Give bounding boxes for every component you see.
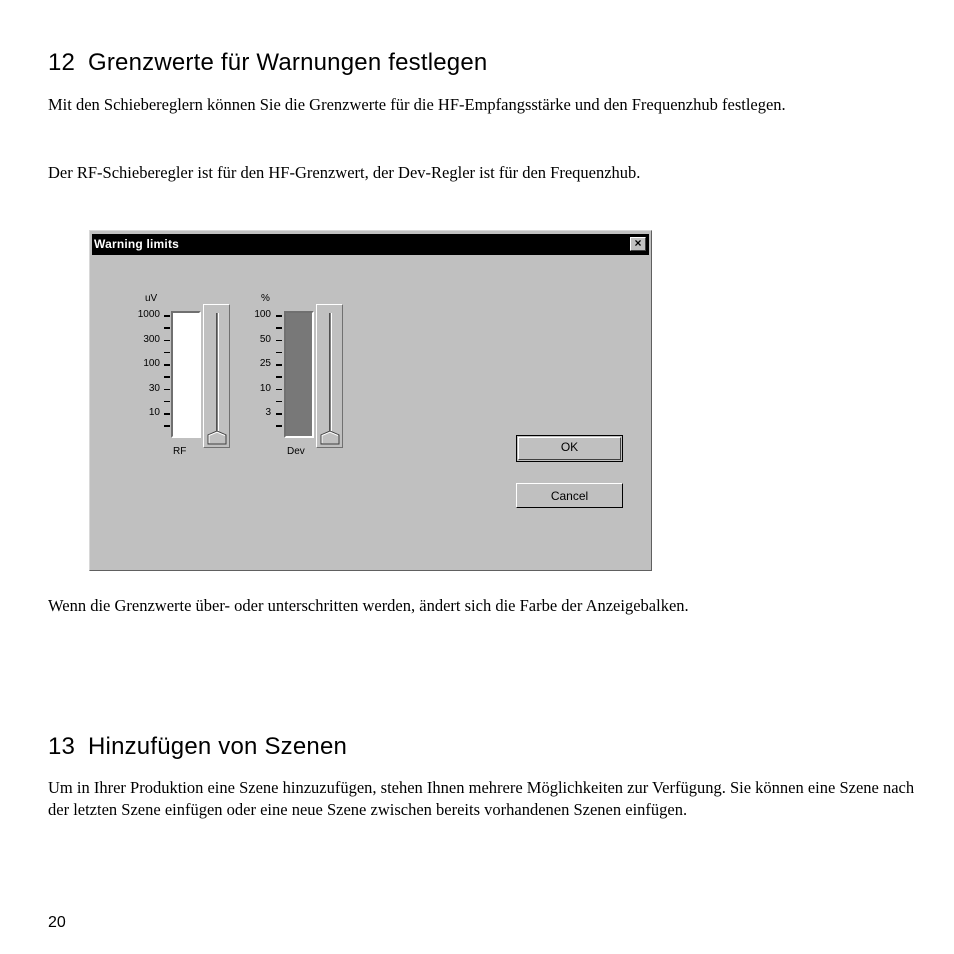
- dialog-titlebar[interactable]: [92, 234, 649, 255]
- ok-button-label: OK: [560, 440, 579, 454]
- rf-scale-label: 1000: [137, 309, 160, 320]
- section-number: 13: [48, 733, 76, 760]
- ok-button[interactable]: [516, 435, 623, 462]
- cancel-button[interactable]: [516, 483, 623, 508]
- rf-unit-label: uV: [145, 293, 158, 304]
- dev-scale-label: 100: [254, 309, 271, 320]
- dev-scale-label: 50: [259, 333, 271, 345]
- section-12-heading: [48, 49, 487, 77]
- rf-scale-minor-tick: [164, 376, 170, 378]
- dev-scale-label: 10: [259, 382, 271, 394]
- rf-scale-tick: [164, 315, 170, 317]
- dev-label: Dev: [287, 446, 305, 457]
- rf-scale-label: 100: [143, 358, 160, 369]
- rf-level-bar: [171, 311, 201, 438]
- dev-scale-minor-tick: [276, 401, 282, 403]
- rf-scale-label: 30: [148, 382, 160, 394]
- rf-scale-label: 300: [143, 333, 160, 345]
- paragraph-sliders: Der RF-Schieberegler ist für den HF-Grenzwert, der Dev-Regler ist für den Frequenzhub.: [48, 163, 641, 182]
- dev-slider-thumb[interactable]: [320, 431, 340, 445]
- dialog-title: Warning limits: [94, 237, 180, 251]
- rf-scale-minor-tick: [164, 401, 170, 403]
- rf-slider-thumb[interactable]: [207, 431, 227, 445]
- close-icon[interactable]: ×: [630, 237, 646, 251]
- dev-scale-tick: [276, 315, 282, 317]
- section-13-heading: [48, 733, 347, 761]
- rf-scale-minor-tick: [164, 352, 170, 354]
- dev-level-fill: [286, 313, 312, 436]
- rf-scale-minor-tick: [164, 425, 170, 427]
- dev-scale-tick: [276, 340, 282, 342]
- page-number: 20: [48, 914, 66, 931]
- dev-scale-label: 25: [259, 358, 271, 369]
- dev-level-bar: [284, 311, 314, 438]
- dev-slider-groove: [329, 313, 332, 433]
- warning-limits-dialog: [89, 230, 652, 571]
- rf-scale-tick: [164, 389, 170, 391]
- dev-scale-tick: [276, 389, 282, 391]
- rf-level-fill: [173, 313, 199, 436]
- dev-scale-minor-tick: [276, 327, 282, 329]
- section-title: Hinzufügen von Szenen: [88, 733, 348, 760]
- rf-scale-label: 10: [148, 407, 160, 418]
- dev-scale-label: 3: [265, 407, 271, 418]
- dev-unit-label: %: [261, 293, 270, 304]
- rf-scale-tick: [164, 413, 170, 415]
- rf-scale-tick: [164, 364, 170, 366]
- rf-scale-tick: [164, 340, 170, 342]
- rf-label: RF: [173, 446, 187, 457]
- dev-scale-minor-tick: [276, 352, 282, 354]
- dev-scale-tick: [276, 364, 282, 366]
- section-number: 12: [48, 49, 76, 76]
- rf-slider-groove: [216, 313, 219, 433]
- dev-scale-tick: [276, 413, 282, 415]
- dev-scale-minor-tick: [276, 376, 282, 378]
- rf-scale-minor-tick: [164, 327, 170, 329]
- rf-slider[interactable]: [203, 304, 230, 448]
- section-title: Grenzwerte für Warnungen festlegen: [88, 49, 488, 76]
- dev-slider[interactable]: [316, 304, 343, 448]
- paragraph-intro: Mit den Schiebereglern können Sie die Grenzwerte für die HF-Empfangsstärke und den Frequenzhub festlegen.: [48, 95, 786, 114]
- paragraph-add-scenes: Um in Ihrer Produktion eine Szene hinzuzufügen, stehen Ihnen mehrere Möglichkeiten zur Verfügung. Sie können eine Szene nach der letzten Szene einfügen oder eine neue Szene zwischen bereits vorhandenen Szenen einfügen.: [48, 778, 915, 819]
- paragraph-color-change: Wenn die Grenzwerte über- oder unterschritten werden, ändert sich die Farbe der Anzeigebalken.: [48, 596, 689, 615]
- cancel-button-label: Cancel: [550, 489, 589, 503]
- dev-scale-minor-tick: [276, 425, 282, 427]
